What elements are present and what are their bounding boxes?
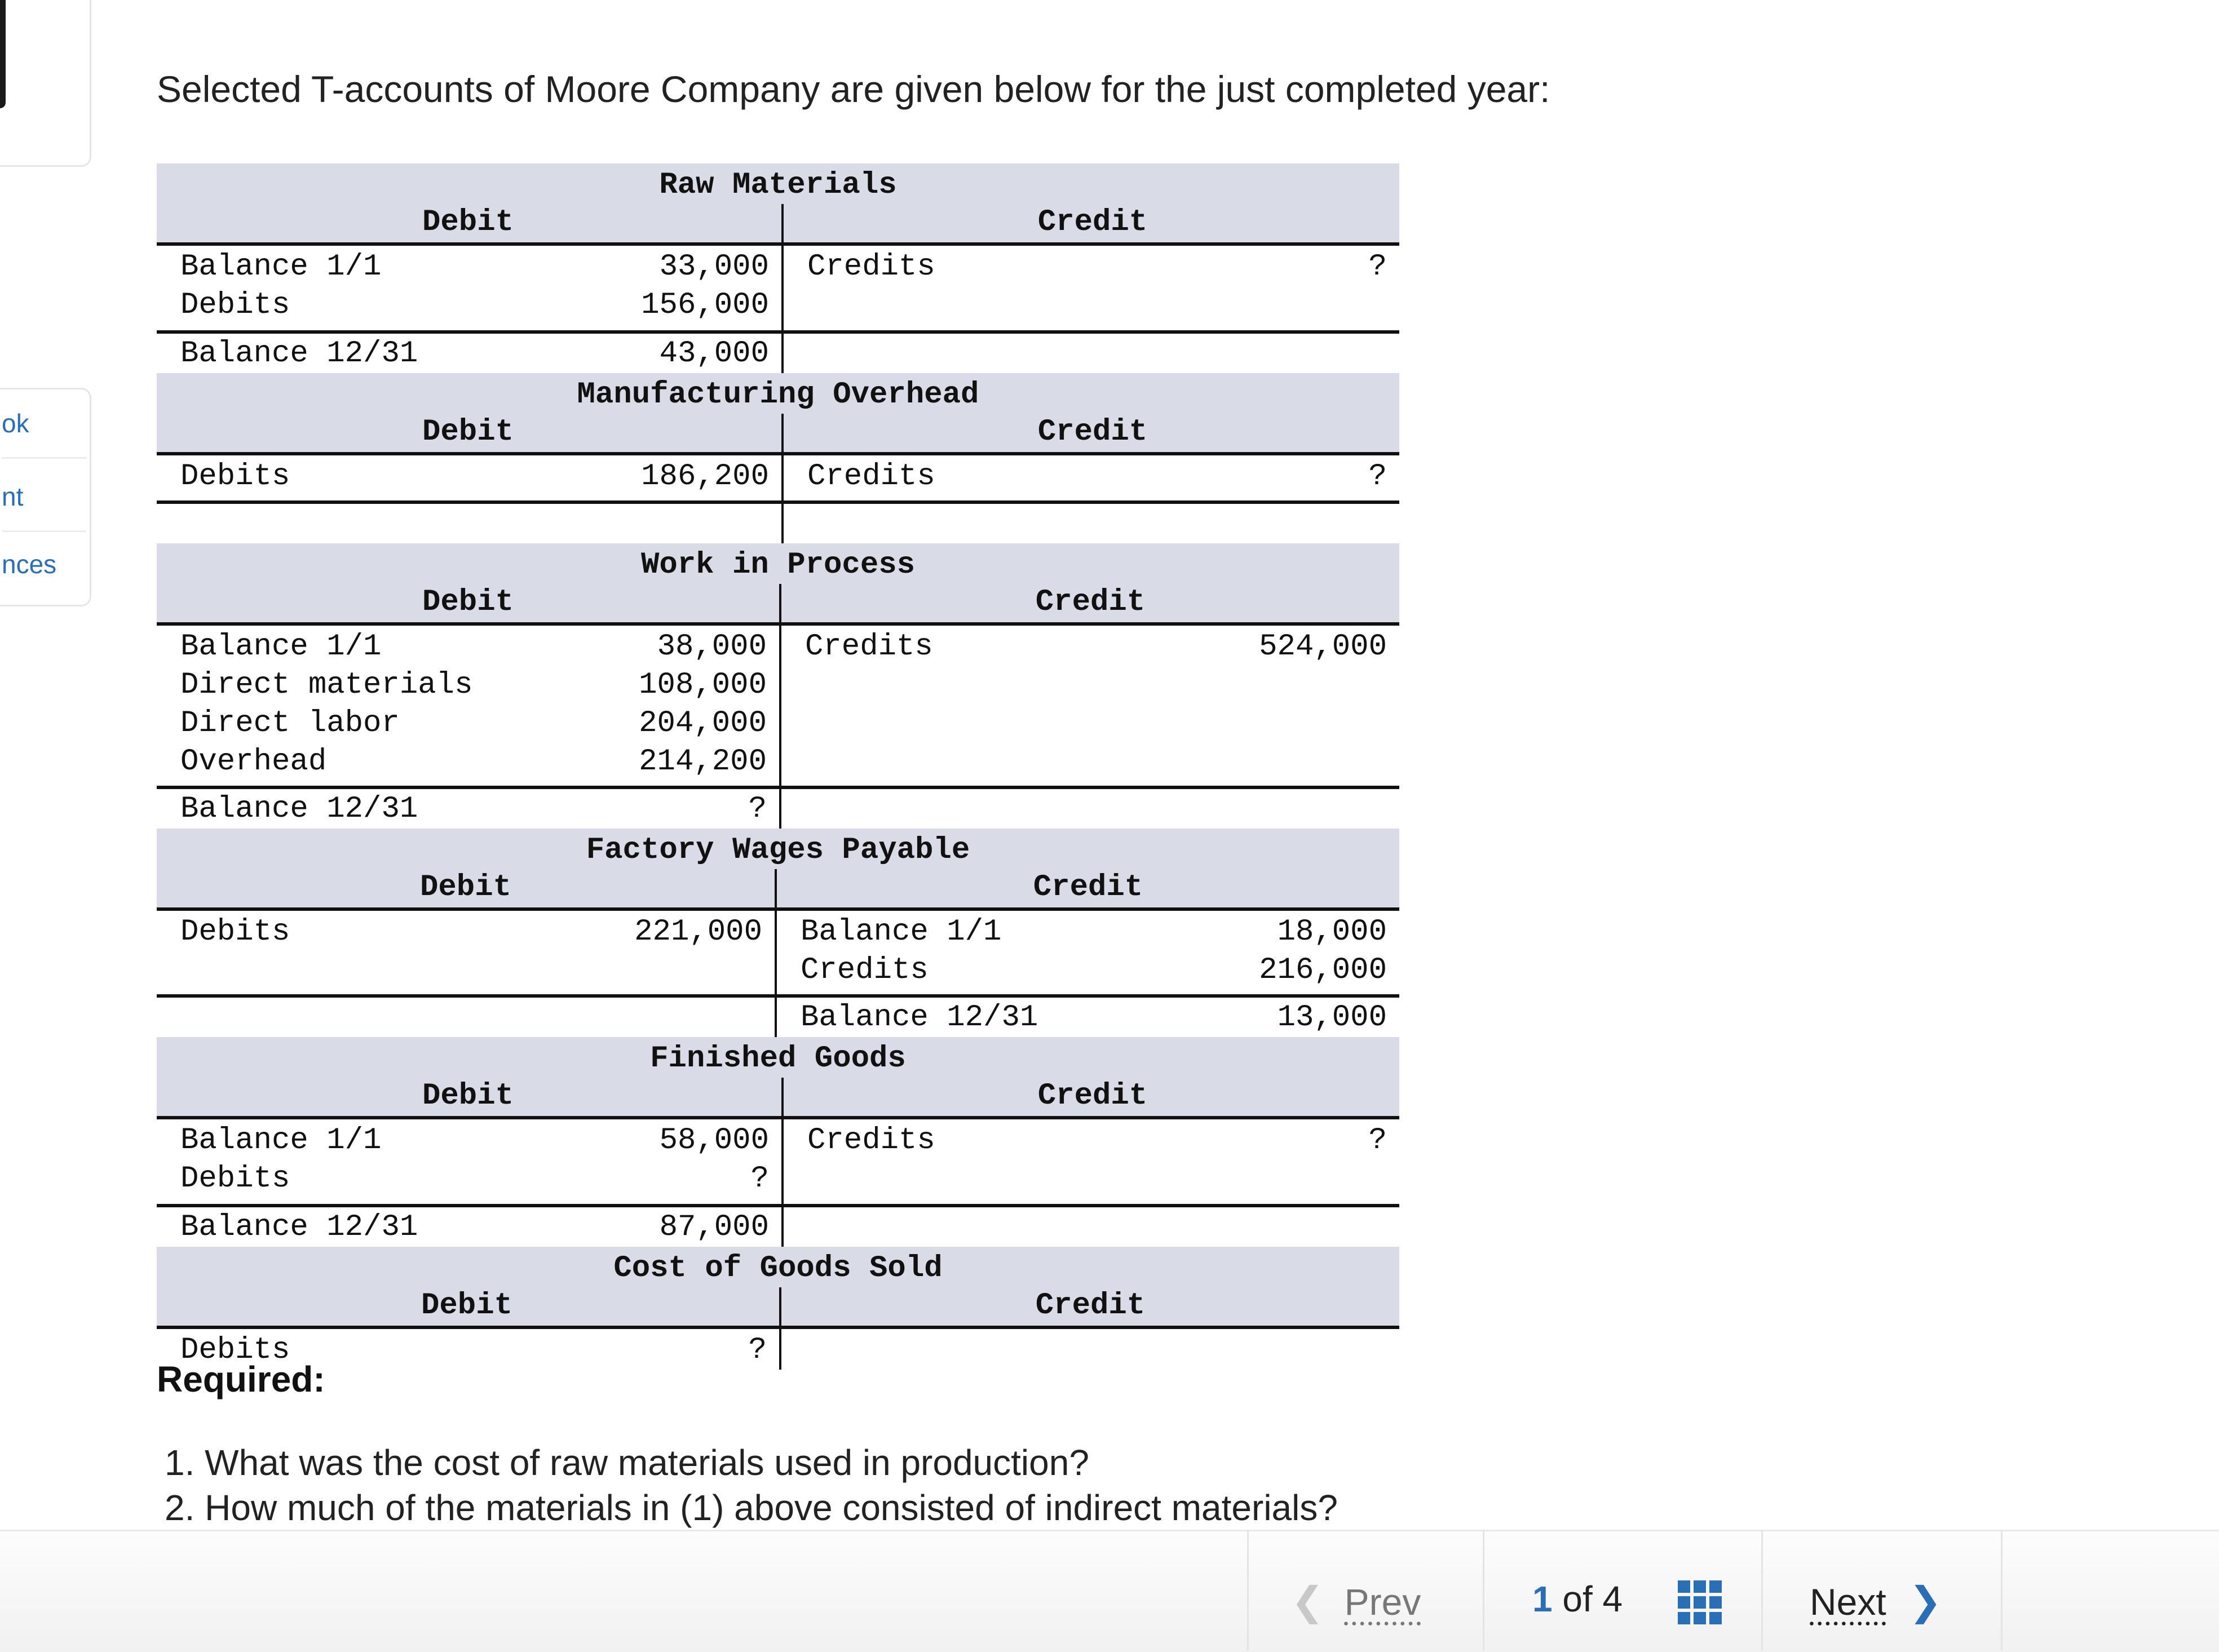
- prev-label: Prev: [1344, 1581, 1421, 1623]
- t-account-header: [157, 543, 1399, 626]
- debit-label: Debits: [180, 915, 290, 949]
- chevron-left-icon: ❮: [1291, 1579, 1324, 1623]
- t-account-header: [157, 163, 1399, 246]
- t-account-divider: [779, 626, 781, 829]
- debit-header: Debit: [422, 415, 514, 449]
- credit-amount: ?: [1368, 1123, 1387, 1158]
- page-indicator[interactable]: [1532, 1578, 1623, 1620]
- debit-amount: ?: [748, 792, 767, 826]
- sidebar-nav: [0, 388, 91, 606]
- debit-label: Debits: [180, 1162, 290, 1196]
- debit-header: Debit: [421, 1288, 513, 1323]
- debit-label: Overhead: [180, 745, 327, 779]
- next-label: Next: [1810, 1581, 1886, 1623]
- sidebar-link-3[interactable]: nces: [2, 550, 57, 579]
- t-accounts: [157, 163, 1399, 1370]
- debit-label: Balance 1/1: [180, 630, 382, 664]
- credit-header: Credit: [1035, 585, 1146, 619]
- debit-amount: 33,000: [659, 250, 769, 284]
- debit-amount: 156,000: [641, 288, 769, 322]
- t-account-row: [157, 951, 1399, 990]
- credit-header: Credit: [1033, 870, 1143, 905]
- required-heading: Required:: [157, 1359, 325, 1399]
- debit-label: Debits: [180, 1333, 290, 1367]
- debit-amount: 108,000: [639, 668, 767, 702]
- debit-amount: ?: [748, 1333, 767, 1367]
- pager-divider: [1483, 1530, 1484, 1650]
- debit-label: Balance 1/1: [180, 250, 382, 284]
- t-account-row: [157, 628, 1399, 666]
- debit-amount: 43,000: [659, 336, 769, 371]
- t-account-divider: [781, 204, 784, 242]
- credit-header: Credit: [1035, 1288, 1146, 1323]
- debit-label: Balance 12/31: [180, 792, 418, 826]
- t-account-title: Raw Materials: [659, 168, 897, 202]
- debit-amount: 221,000: [634, 915, 762, 949]
- credit-label: Credits: [807, 250, 935, 284]
- credit-header: Credit: [1037, 1079, 1148, 1113]
- t-account-row: [157, 505, 1399, 543]
- debit-label: Direct labor: [180, 706, 400, 741]
- t-account-divider: [781, 1119, 784, 1247]
- t-account-header: [157, 1247, 1399, 1329]
- debit-header: Debit: [422, 205, 514, 240]
- t-account-row: [157, 248, 1399, 286]
- debit-amount: 186,200: [641, 459, 769, 494]
- t-account-row: [157, 999, 1399, 1037]
- t-account: [157, 829, 1399, 1037]
- sidebar-marker: [0, 0, 6, 108]
- total-pages: 4: [1602, 1579, 1623, 1619]
- t-account-divider: [781, 246, 784, 373]
- credit-label: Credits: [805, 630, 933, 664]
- t-account-row: [157, 1208, 1399, 1247]
- prev-button[interactable]: [1291, 1578, 1421, 1624]
- t-account-row: [157, 335, 1399, 373]
- pager-divider: [1761, 1530, 1763, 1650]
- debit-header: Debit: [419, 870, 512, 905]
- debit-label: Debits: [180, 459, 290, 494]
- t-account: [157, 1037, 1399, 1247]
- t-account-title: Work in Process: [640, 548, 916, 582]
- t-account-row: [157, 666, 1399, 705]
- debit-label: Balance 1/1: [180, 1123, 382, 1158]
- t-account-row: [157, 705, 1399, 743]
- t-account-row: [157, 1122, 1399, 1160]
- t-account-divider: [779, 584, 781, 622]
- question-1: 1. What was the cost of raw materials used in production?: [165, 1442, 1089, 1483]
- sidebar-link-1[interactable]: ok: [2, 389, 86, 459]
- debit-amount: 38,000: [657, 630, 767, 664]
- t-account-divider: [779, 1329, 781, 1370]
- credit-amount: ?: [1368, 459, 1387, 494]
- t-account-divider: [775, 911, 777, 1037]
- credit-amount: 18,000: [1277, 915, 1387, 949]
- t-account: [157, 543, 1399, 829]
- t-account-row: [157, 790, 1399, 829]
- t-account-divider: [779, 1287, 781, 1326]
- page-of-label: of: [1562, 1579, 1593, 1619]
- debit-header: Debit: [422, 585, 514, 619]
- debit-amount: ?: [750, 1162, 769, 1196]
- sidebar-link-2[interactable]: nt: [2, 463, 86, 532]
- credit-amount: 524,000: [1259, 630, 1387, 664]
- debit-label: Balance 12/31: [180, 1210, 418, 1244]
- current-page: 1: [1532, 1579, 1553, 1619]
- t-account-row: [157, 743, 1399, 781]
- debit-amount: 58,000: [659, 1123, 769, 1158]
- t-account-divider: [781, 1078, 784, 1116]
- grid-icon[interactable]: [1678, 1580, 1722, 1624]
- chevron-right-icon: ❯: [1908, 1579, 1942, 1623]
- t-account-row: [157, 458, 1399, 496]
- t-account-header: [157, 829, 1399, 911]
- t-account-title: Cost of Goods Sold: [613, 1251, 943, 1286]
- credit-label: Credits: [807, 459, 935, 494]
- credit-label: Credits: [807, 1123, 935, 1158]
- credit-amount: ?: [1368, 250, 1387, 284]
- question-2: 2. How much of the materials in (1) above consisted of indirect materials?: [165, 1487, 1338, 1528]
- credit-label: Credits: [801, 953, 929, 987]
- t-account-title: Factory Wages Payable: [586, 833, 970, 867]
- debit-amount: 87,000: [659, 1210, 769, 1244]
- t-account-row: [157, 286, 1399, 325]
- t-account-divider: [775, 869, 777, 907]
- t-account-row: [157, 913, 1399, 951]
- t-account-title: Manufacturing Overhead: [577, 378, 979, 412]
- debit-amount: 214,200: [639, 745, 767, 779]
- credit-label: Balance 12/31: [801, 1000, 1038, 1035]
- debit-label: Direct materials: [180, 668, 473, 702]
- t-account: [157, 1247, 1399, 1370]
- t-account-header: [157, 373, 1399, 455]
- credit-amount: 13,000: [1277, 1000, 1387, 1035]
- credit-header: Credit: [1037, 205, 1148, 240]
- t-account-row: [157, 1331, 1399, 1370]
- debit-label: Balance 12/31: [180, 336, 418, 371]
- t-account: [157, 373, 1399, 543]
- debit-header: Debit: [422, 1079, 514, 1113]
- t-account-title: Finished Goods: [650, 1042, 906, 1076]
- question-intro: Selected T-accounts of Moore Company are given below for the just completed year:: [157, 68, 1550, 110]
- t-account: [157, 163, 1399, 373]
- sidebar-top-panel: [0, 0, 91, 167]
- credit-label: Balance 1/1: [801, 915, 1002, 949]
- next-button[interactable]: [1810, 1578, 1942, 1624]
- t-account-row: [157, 1160, 1399, 1198]
- t-account-divider: [781, 414, 784, 452]
- credit-header: Credit: [1037, 415, 1148, 449]
- t-account-divider: [781, 455, 784, 543]
- debit-amount: 204,000: [639, 706, 767, 741]
- t-account-header: [157, 1037, 1399, 1119]
- debit-label: Debits: [180, 288, 290, 322]
- credit-amount: 216,000: [1259, 953, 1387, 987]
